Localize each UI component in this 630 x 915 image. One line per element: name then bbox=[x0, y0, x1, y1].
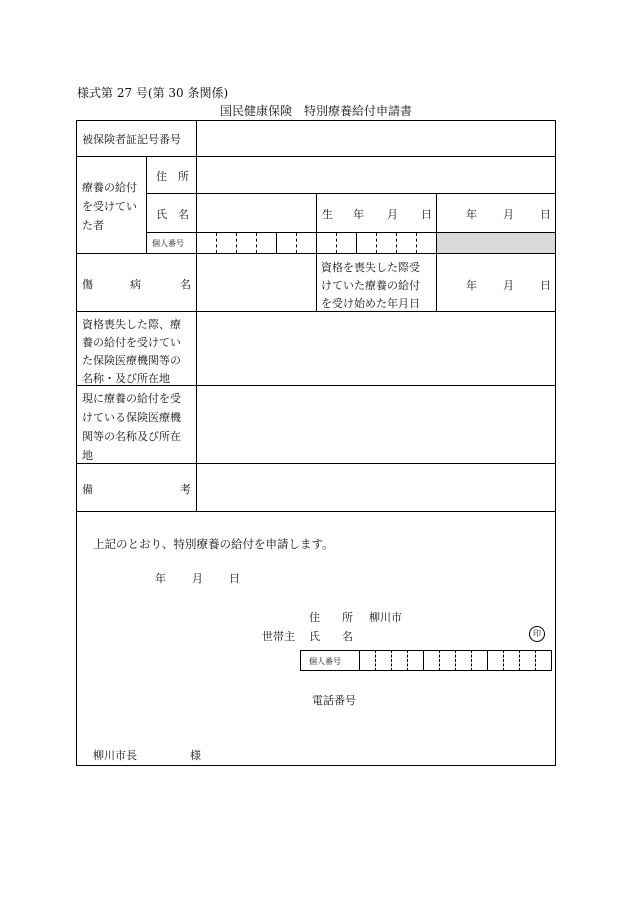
curr-inst-label-line2: けている保険医療機 bbox=[82, 411, 181, 424]
prev-inst-label-line1: 資格喪失した際、療 bbox=[82, 318, 181, 331]
date-year: 年 bbox=[466, 208, 477, 221]
birth-month: 月 bbox=[387, 208, 398, 221]
person-label-line3: た者 bbox=[82, 219, 104, 232]
date-month: 月 bbox=[503, 208, 514, 221]
birth-label: 生 bbox=[322, 208, 333, 221]
prev-inst-label-line4: 名称・及び所在地 bbox=[82, 372, 170, 385]
disease-label-c1: 傷 bbox=[82, 278, 93, 291]
person-label-line1: 療養の給付 bbox=[82, 181, 137, 194]
address-label: 住 所 bbox=[156, 170, 189, 183]
loss-label-line1: 資格を喪失した際受 bbox=[321, 261, 420, 274]
household-head-label: 世帯主 bbox=[262, 630, 295, 643]
prev-inst-label-line2: 養の給付を受けてい bbox=[82, 336, 181, 349]
insured-number-label: 被保険者証記号番号 bbox=[82, 133, 181, 146]
loss-day: 日 bbox=[540, 279, 551, 292]
form-title: 国民健康保険 特別療養給付申請書 bbox=[220, 104, 413, 118]
apply-month: 月 bbox=[192, 572, 203, 585]
name-label: 氏 名 bbox=[156, 208, 189, 221]
seal-mark: 印 bbox=[529, 626, 545, 642]
application-statement: 上記のとおり、特別療養の給付を申請します。 bbox=[93, 537, 334, 551]
prev-inst-label-line3: た保険医療機関等の bbox=[82, 354, 181, 367]
date-day: 日 bbox=[540, 208, 551, 221]
person-label-line2: を受けてい bbox=[82, 200, 137, 213]
mayor-label: 柳川市長 bbox=[93, 749, 137, 762]
name-field[interactable] bbox=[200, 198, 312, 228]
disease-label-c2: 病 bbox=[130, 278, 141, 291]
applicant-personal-number-label: 個人番号 bbox=[309, 657, 341, 666]
form-number: 様式第 27 号(第 30 条関係) bbox=[77, 86, 229, 100]
personal-number-label: 個人番号 bbox=[152, 239, 184, 248]
loss-label-line3: を受け始めた年月日 bbox=[321, 297, 420, 310]
personal-number-field[interactable] bbox=[198, 234, 435, 252]
curr-inst-label-line4: 地 bbox=[82, 449, 93, 462]
applicant-address-value: 柳川市 bbox=[369, 611, 402, 624]
apply-day: 日 bbox=[229, 572, 240, 585]
disease-label-c3: 名 bbox=[180, 278, 191, 291]
remarks-label-c2: 考 bbox=[180, 483, 191, 496]
remarks-label-c1: 備 bbox=[82, 483, 93, 496]
disease-field[interactable] bbox=[200, 258, 312, 306]
applicant-name-label: 氏 名 bbox=[309, 630, 353, 643]
birth-year: 年 bbox=[353, 208, 364, 221]
address-field[interactable] bbox=[200, 161, 550, 189]
birth-day: 日 bbox=[421, 208, 432, 221]
curr-inst-label-line3: 関等の名称及び所在 bbox=[82, 430, 181, 443]
apply-year: 年 bbox=[155, 572, 166, 585]
applicant-address-label: 住 所 bbox=[309, 611, 353, 624]
curr-inst-label-line1: 現に療養の給付を受 bbox=[82, 392, 181, 405]
loss-year: 年 bbox=[466, 279, 477, 292]
prev-inst-field[interactable] bbox=[200, 316, 550, 380]
honorific-label: 様 bbox=[190, 749, 201, 762]
loss-month: 月 bbox=[503, 279, 514, 292]
phone-label: 電話番号 bbox=[312, 694, 356, 707]
curr-inst-field[interactable] bbox=[200, 390, 550, 458]
insured-number-field[interactable] bbox=[200, 126, 550, 152]
remarks-field[interactable] bbox=[200, 468, 550, 506]
loss-label-line2: けていた療養の給付 bbox=[321, 279, 420, 292]
